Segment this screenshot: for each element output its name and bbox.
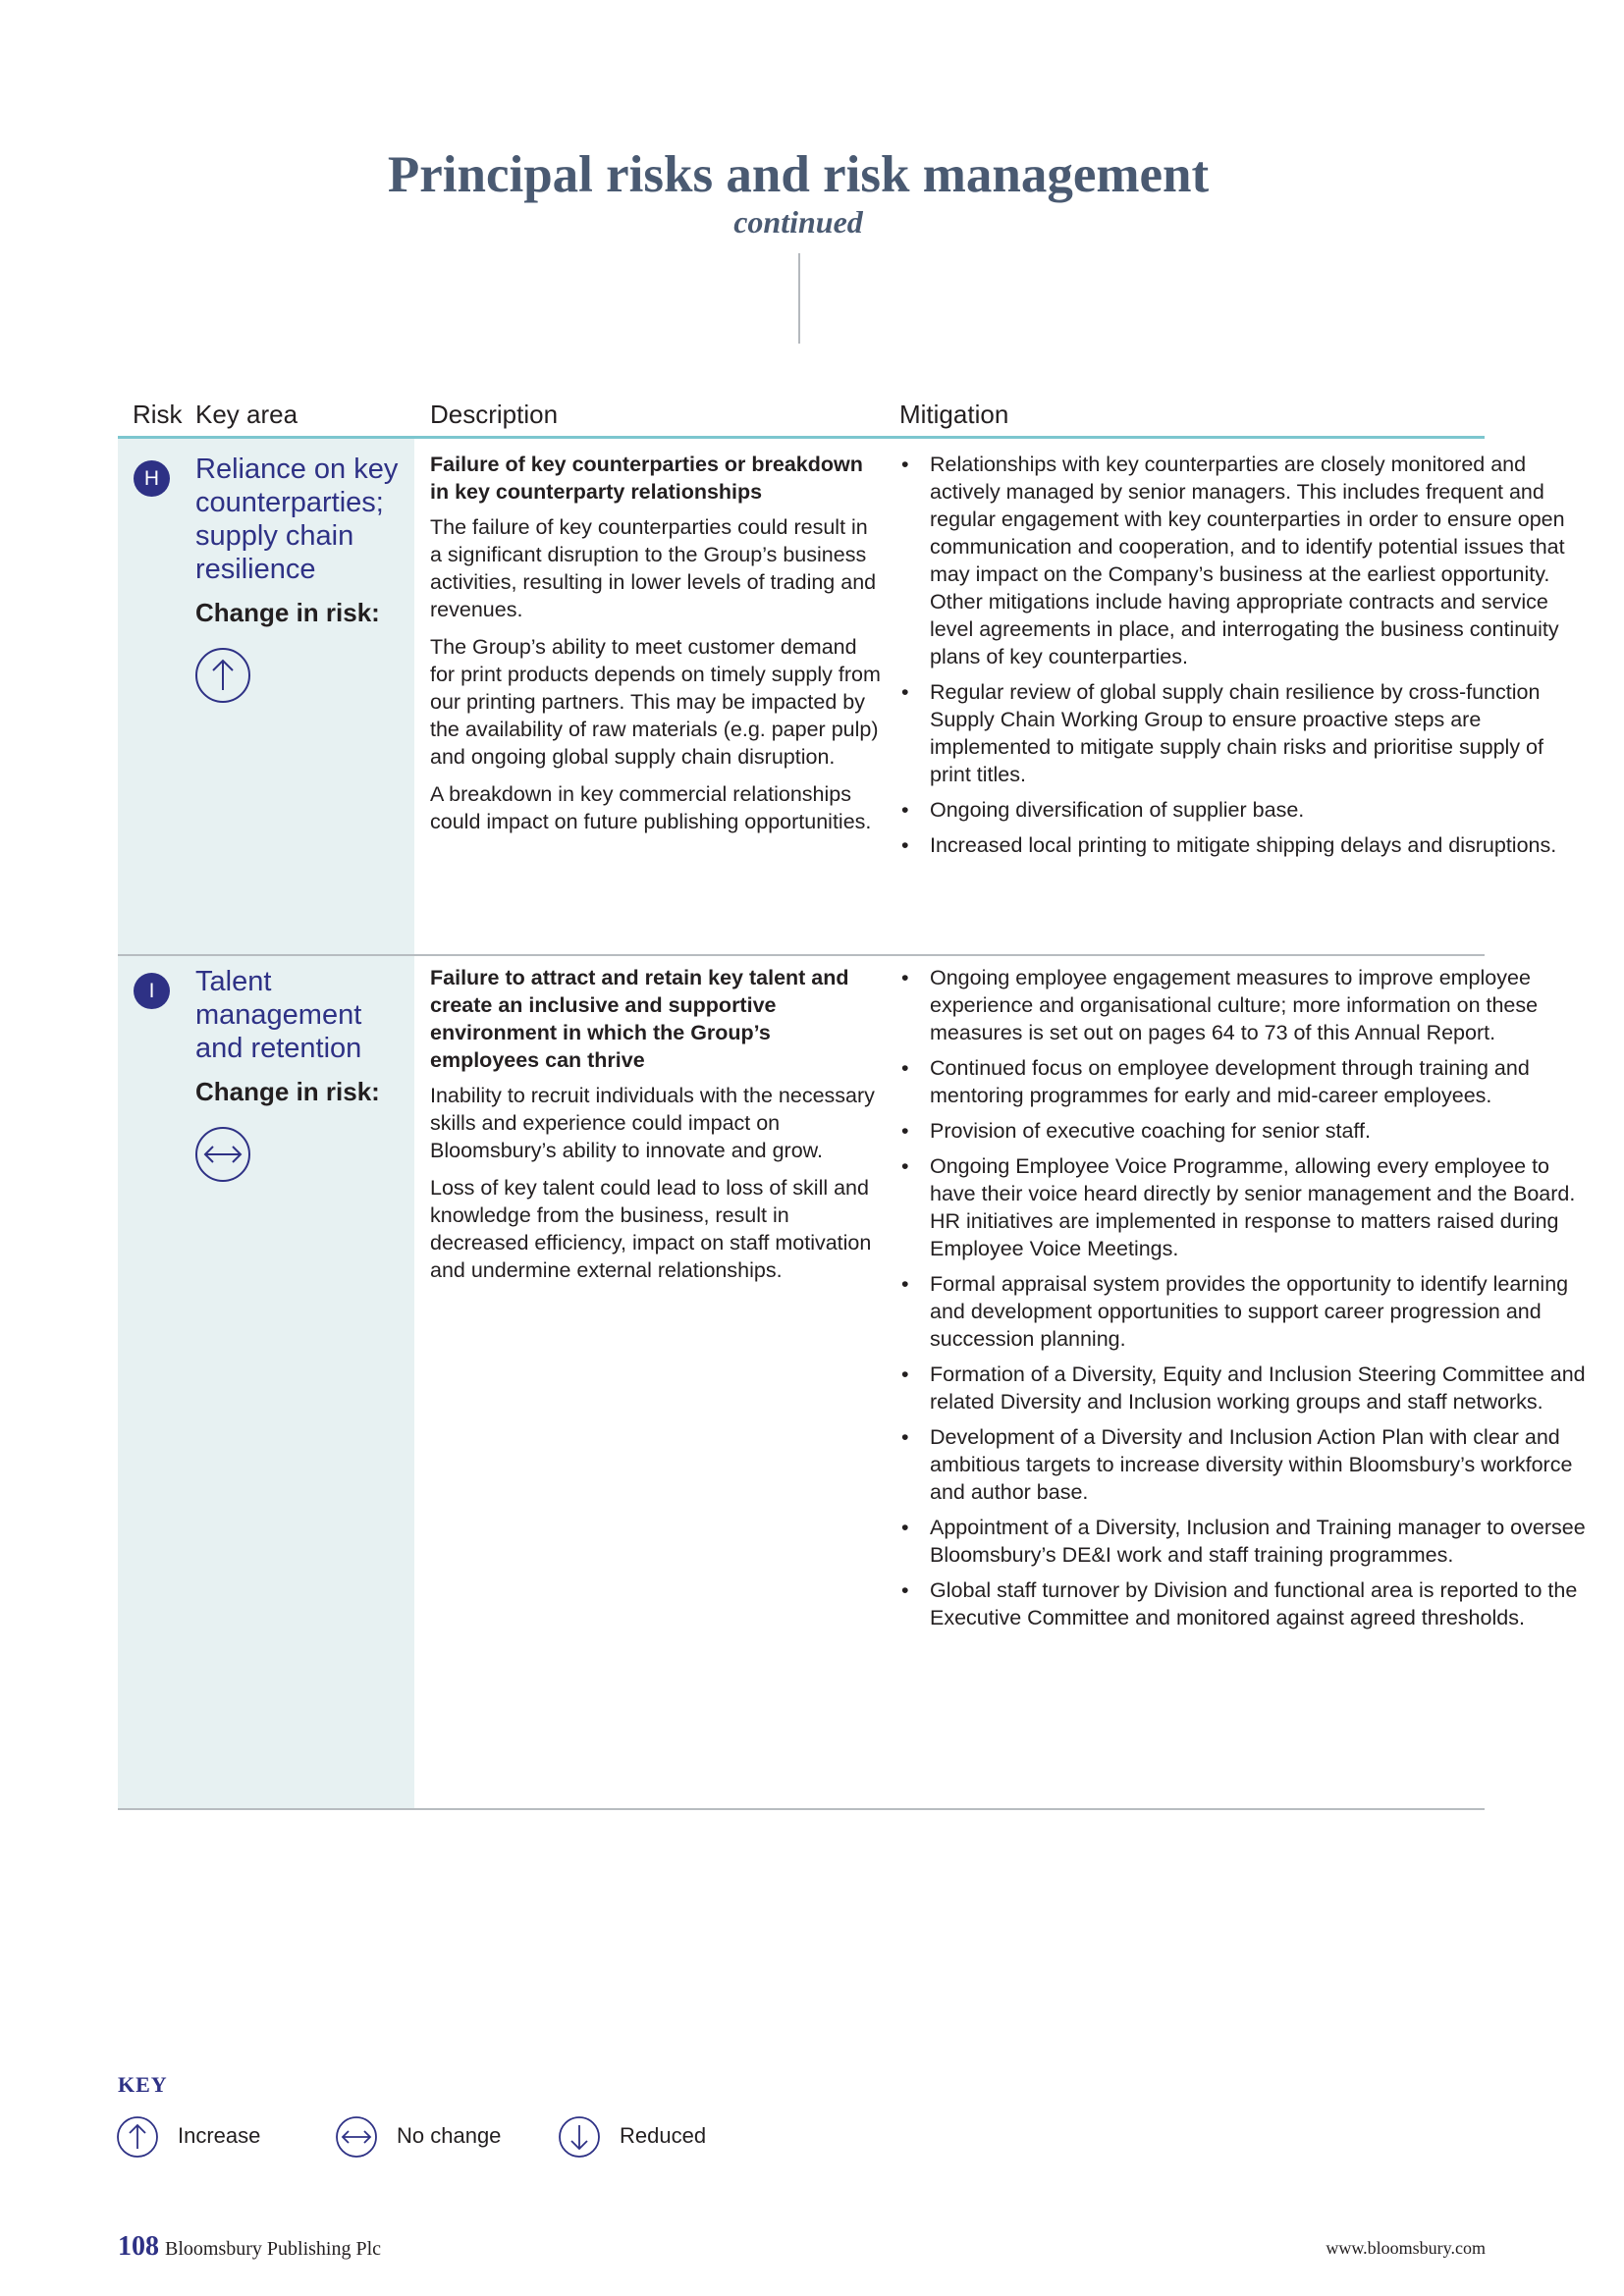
bullet-icon: • <box>901 1154 909 1178</box>
bullet-icon: • <box>901 1362 909 1386</box>
mitigation-text: Increased local printing to mitigate shipping delays and disruptions. <box>930 833 1557 857</box>
page-number: 108 <box>118 2231 159 2262</box>
bullet-icon: • <box>901 1056 909 1080</box>
website-link[interactable]: www.bloomsbury.com <box>1326 2238 1486 2258</box>
mitigation-text: Provision of executive coaching for senior staff. <box>930 1119 1371 1143</box>
bullet-icon: • <box>901 833 909 857</box>
bullet-icon: • <box>901 453 909 476</box>
table-header <box>118 398 1485 439</box>
mitigation-text: Regular review of global supply chain resilience by cross-function Supply Chain Working Group to ensure proactive steps are implemented to mitigate supply chain risks and prioritise supply of print titles. <box>930 680 1543 786</box>
mitigation-text: Ongoing diversification of supplier base. <box>930 798 1305 822</box>
change-in-risk-label: Change in risk: <box>195 1077 380 1106</box>
mitigation-list <box>899 964 1587 1639</box>
description-paragraph: Inability to recruit individuals with the necessary skills and experience could impact on Bloomsbury’s ability to innovate and grow. <box>430 1084 875 1162</box>
mitigation-text: Development of a Diversity and Inclusion Action Plan with clear and ambitious targets to increase diversity within Bloomsbury’s workforce and author base. <box>930 1425 1573 1504</box>
column-header-description: Description <box>430 400 559 429</box>
list-item <box>899 1152 1587 1262</box>
table-row <box>118 956 1586 1810</box>
mitigation-list <box>899 451 1587 867</box>
bullet-icon: • <box>901 1119 909 1143</box>
company-name: Bloomsbury Publishing Plc <box>165 2238 382 2260</box>
page-title: Principal risks and risk management <box>387 146 1210 203</box>
mitigation-text: Ongoing Employee Voice Programme, allowing every employee to have their voice heard directly by senior management and the Board. HR initiatives are implemented in response to matters raised during Employee Voice Meetings. <box>930 1154 1576 1260</box>
list-item <box>899 1361 1587 1415</box>
description-paragraph: A breakdown in key commercial relationships could impact on future publishing opportunities. <box>430 782 872 833</box>
footer-left <box>118 2231 381 2263</box>
description-paragraph: The failure of key counterparties could result in a significant disruption to the Group’s business activities, resulting in lower levels of trading and revenues. <box>430 515 877 621</box>
mitigation-text: Global staff turnover by Division and functional area is reported to the Executive Committee and monitored against agreed thresholds. <box>930 1578 1578 1629</box>
mitigation-text: Appointment of a Diversity, Inclusion and Training manager to oversee Bloomsbury’s DE&I work and staff training programmes. <box>930 1516 1586 1567</box>
title-divider <box>798 253 800 344</box>
bullet-icon: • <box>901 680 909 704</box>
description-lead: Failure of key counterparties or breakdown in key counterparty relationships <box>430 453 863 504</box>
legend-label: No change <box>397 2123 502 2148</box>
table-row <box>118 439 1565 956</box>
bullet-icon: • <box>901 1425 909 1449</box>
list-item <box>899 1514 1587 1569</box>
column-header-mitigation: Mitigation <box>899 400 1009 429</box>
key-heading: KEY <box>118 2072 168 2097</box>
mitigation-text: Ongoing employee engagement measures to improve employee experience and organisational culture; more information on these measures is set out on pages 64 to 73 of this Annual Report. <box>930 966 1539 1044</box>
arrow-left-right-circle-icon <box>335 2115 378 2159</box>
list-item <box>899 678 1587 788</box>
list-item <box>899 1054 1587 1109</box>
arrow-up-circle-icon <box>116 2115 159 2159</box>
description-paragraph: The Group’s ability to meet customer demand for print products depends on timely supply from our printing partners. This may be impacted by the availability of raw materials (e.g. paper pulp) and ongoing global supply chain disruption. <box>430 635 881 769</box>
list-item <box>899 451 1587 670</box>
column-header-key-area: Key area <box>195 400 298 429</box>
bullet-icon: • <box>901 798 909 822</box>
risk-description <box>430 964 882 1294</box>
risk-badge: H <box>134 460 170 497</box>
page-subtitle: continued <box>733 204 863 240</box>
arrow-left-right-circle-icon <box>193 1125 252 1184</box>
key-area-title: Talent management and retention <box>195 966 362 1064</box>
arrow-up-circle-icon <box>193 646 252 705</box>
arrow-down-circle-icon <box>558 2115 601 2159</box>
list-item <box>899 1270 1587 1353</box>
mitigation-text: Formal appraisal system provides the opportunity to identify learning and development opportunities to support career progression and succession planning. <box>930 1272 1569 1351</box>
mitigation-text: Continued focus on employee development through training and mentoring programmes for early and mid-career employees. <box>930 1056 1530 1107</box>
risk-description <box>430 451 882 845</box>
list-item <box>899 1576 1587 1631</box>
legend-label: Reduced <box>620 2123 707 2148</box>
change-in-risk-label: Change in risk: <box>195 598 380 627</box>
bullet-icon: • <box>901 966 909 989</box>
description-lead: Failure to attract and retain key talent and create an inclusive and supportive environment in which the Group’s employees can thrive <box>430 966 849 1072</box>
bullet-icon: • <box>901 1516 909 1539</box>
risk-badge: I <box>134 973 170 1009</box>
mitigation-text: Formation of a Diversity, Equity and Inclusion Steering Committee and related Diversity and Inclusion working groups and staff networks. <box>930 1362 1586 1414</box>
list-item <box>899 831 1587 859</box>
description-paragraph: Loss of key talent could lead to loss of skill and knowledge from the business, result in decreased efficiency, impact on staff motivation and undermine external relationships. <box>430 1176 872 1282</box>
list-item <box>899 1117 1587 1145</box>
risk-table <box>118 398 1586 1810</box>
list-item <box>899 796 1587 824</box>
legend-label: Increase <box>178 2123 261 2148</box>
list-item <box>899 964 1587 1046</box>
bullet-icon: • <box>901 1578 909 1602</box>
bullet-icon: • <box>901 1272 909 1296</box>
list-item <box>899 1423 1587 1506</box>
column-header-risk: Risk <box>133 400 183 429</box>
key-area-title: Reliance on key counterparties; supply chain resilience <box>195 454 399 585</box>
mitigation-text: Relationships with key counterparties are closely monitored and actively managed by senior managers. This includes frequent and regular engagement with key counterparties in order to ensure open communication and cooperation, and to identify potential issues that may impact on the Company’s business at the earliest opportunity. Other mitigations include having appropriate contracts and service level agreements in place, and interrogating the business continuity plans of key counterparties. <box>930 453 1565 668</box>
